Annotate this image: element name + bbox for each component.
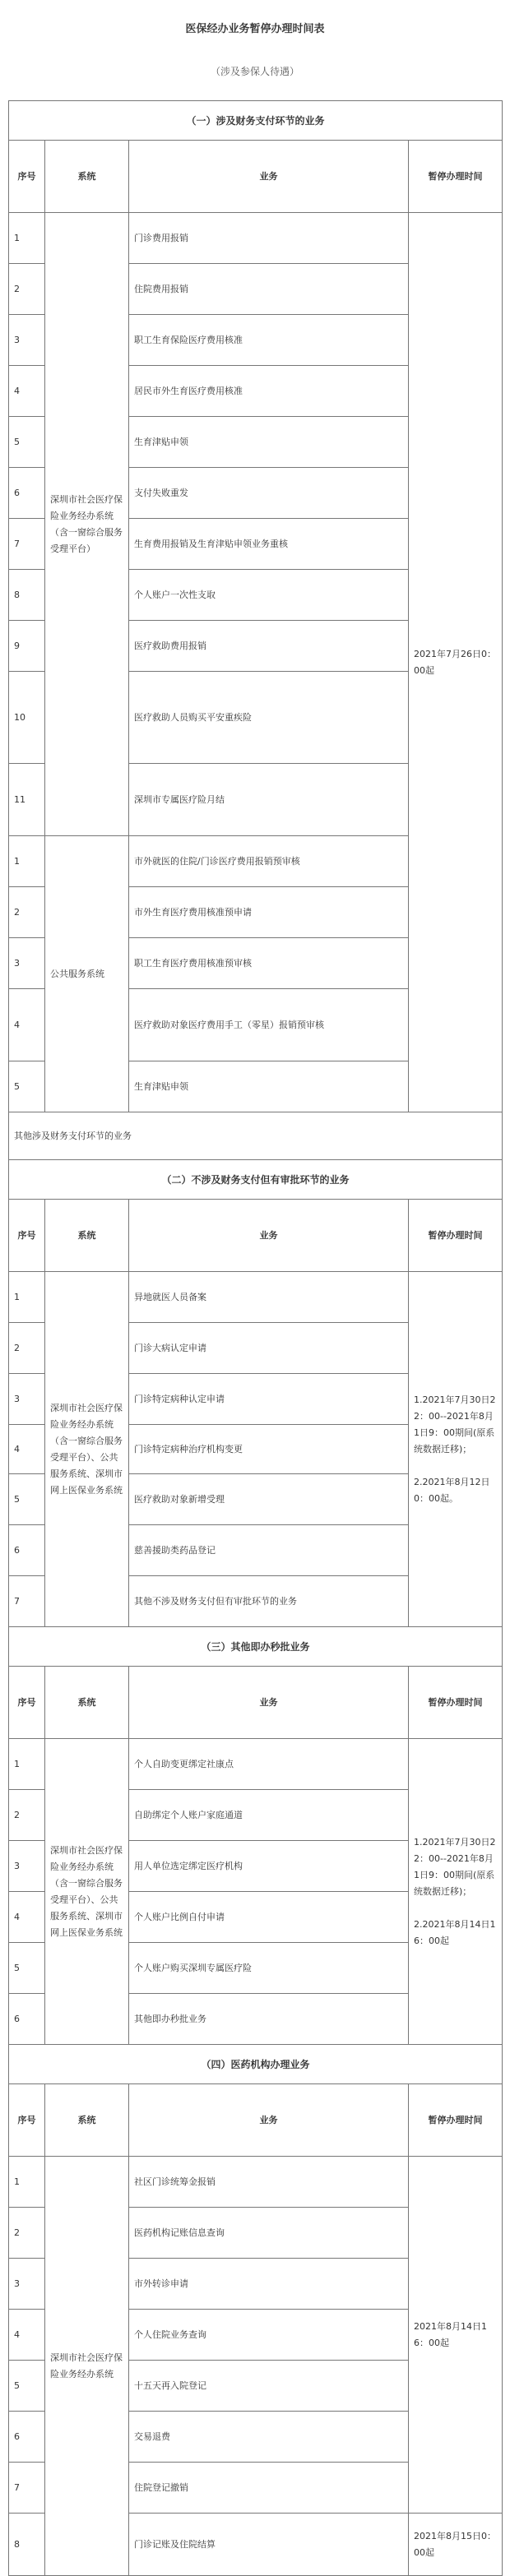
column-header-row [9,141,503,213]
business-cell: 个人账户比例自付申请 [129,1892,409,1943]
business-cell: 深圳市专属医疗险月结 [129,764,409,836]
business-cell: 住院费用报销 [129,264,409,315]
column-header-business: 业务 [129,2084,409,2157]
column-header-num: 序号 [9,1200,45,1272]
column-header-time: 暂停办理时间 [409,1667,503,1739]
row-number: 4 [9,989,45,1061]
suspension-time-cell: 2021年8月14日16：00起 [409,2157,503,2514]
row-number: 8 [9,2514,45,2576]
business-cell: 医疗救助人员购买平安重疾险 [129,672,409,764]
column-header-row [9,1667,503,1739]
table-row [9,1739,503,1790]
business-cell: 生育津贴申领 [129,1061,409,1112]
business-cell: 个人住院业务查询 [129,2310,409,2361]
table-row [9,213,503,264]
row-number: 2 [9,1790,45,1841]
row-number: 3 [9,315,45,366]
row-number: 1 [9,213,45,264]
row-number: 1 [9,836,45,887]
business-cell: 市外转诊申请 [129,2259,409,2310]
business-cell: 慈善援助类药品登记 [129,1525,409,1576]
column-header-time: 暂停办理时间 [409,141,503,213]
business-cell: 个人账户一次性支取 [129,570,409,621]
section-title-row [9,2045,503,2084]
section-title: （一）涉及财务支付环节的业务 [9,101,503,141]
business-cell: 门诊特定病种治疗机构变更 [129,1425,409,1474]
schedule-table [8,100,503,2576]
business-cell: 门诊大病认定申请 [129,1323,409,1374]
row-number: 4 [9,1425,45,1474]
business-cell: 医疗救助对象新增受理 [129,1474,409,1525]
other-business-row [9,1112,503,1160]
business-cell: 个人账户购买深圳专属医疗险 [129,1943,409,1994]
business-cell: 支付失败重发 [129,468,409,519]
system-cell: 深圳市社会医疗保险业务经办系统 [45,2157,129,2576]
row-number: 1 [9,2157,45,2208]
suspension-time-cell: 1.2021年7月30日22：00--2021年8月1日9：00期间(原系统数据迁移)； 2.2021年8月12日0：00起。 [409,1272,503,1627]
business-cell: 市外就医的住院/门诊医疗费用报销预审核 [129,836,409,887]
row-number: 4 [9,366,45,417]
section-title-row [9,1627,503,1667]
business-cell: 生育费用报销及生育津贴申领业务重核 [129,519,409,570]
row-number: 2 [9,264,45,315]
business-cell: 异地就医人员备案 [129,1272,409,1323]
page-title: 医保经办业务暂停办理时间表 [185,23,325,35]
row-number: 5 [9,1943,45,1994]
section-title-row [9,101,503,141]
other-business-cell: 其他涉及财务支付环节的业务 [9,1112,503,1160]
row-number: 6 [9,1525,45,1576]
business-cell: 门诊费用报销 [129,213,409,264]
column-header-system: 系统 [45,1667,129,1739]
business-cell: 十五天再入院登记 [129,2361,409,2412]
row-number: 3 [9,1374,45,1425]
section-title-row [9,1160,503,1200]
business-cell: 医疗救助费用报销 [129,621,409,672]
row-number: 3 [9,938,45,989]
column-header-row [9,1200,503,1272]
business-cell: 交易退费 [129,2412,409,2463]
system-cell: 公共服务系统 [45,836,129,1112]
column-header-num: 序号 [9,1667,45,1739]
column-header-time: 暂停办理时间 [409,2084,503,2157]
column-header-num: 序号 [9,141,45,213]
section-title: （三）其他即办秒批业务 [9,1627,503,1667]
business-cell: 自助绑定个人账户家庭通道 [129,1790,409,1841]
row-number: 7 [9,1576,45,1627]
column-header-row [9,2084,503,2157]
column-header-num: 序号 [9,2084,45,2157]
row-number: 4 [9,2310,45,2361]
table-row [9,2157,503,2208]
column-header-time: 暂停办理时间 [409,1200,503,1272]
section-title: （四）医药机构办理业务 [9,2045,503,2084]
suspension-time-cell: 1.2021年7月30日22：00--2021年8月1日9：00期间(原系统数据迁移)； 2.2021年8月14日16：00起 [409,1739,503,2045]
row-number: 5 [9,1061,45,1112]
column-header-business: 业务 [129,1200,409,1272]
row-number: 8 [9,570,45,621]
system-cell: 深圳市社会医疗保险业务经办系统（含一窗综合服务受理平台） [45,213,129,836]
row-number: 3 [9,2259,45,2310]
row-number: 6 [9,468,45,519]
business-cell: 社区门诊统筹金报销 [129,2157,409,2208]
row-number: 6 [9,1994,45,2045]
business-cell: 个人自助变更绑定社康点 [129,1739,409,1790]
business-cell: 住院登记撤销 [129,2463,409,2514]
business-cell: 其他不涉及财务支付但有审批环节的业务 [129,1576,409,1627]
section-title: （二）不涉及财务支付但有审批环节的业务 [9,1160,503,1200]
row-number: 10 [9,672,45,764]
column-header-business: 业务 [129,141,409,213]
column-header-business: 业务 [129,1667,409,1739]
column-header-system: 系统 [45,1200,129,1272]
row-number: 2 [9,1323,45,1374]
business-cell: 生育津贴申领 [129,417,409,468]
row-number: 1 [9,1272,45,1323]
row-number: 6 [9,2412,45,2463]
row-number: 2 [9,887,45,938]
page-subtitle: （涉及参保人待遇） [210,66,299,77]
business-cell: 居民市外生育医疗费用核准 [129,366,409,417]
row-number: 2 [9,2208,45,2259]
column-header-system: 系统 [45,141,129,213]
business-cell: 医药机构记账信息查询 [129,2208,409,2259]
business-cell: 职工生育医疗费用核准预审核 [129,938,409,989]
suspension-time-cell: 2021年8月15日0：00起 [409,2514,503,2576]
row-number: 5 [9,2361,45,2412]
row-number: 3 [9,1841,45,1892]
suspension-time-cell: 2021年7月26日0：00起 [409,213,503,1112]
row-number: 4 [9,1892,45,1943]
schedule-table-body [9,101,503,2576]
business-cell: 其他即办秒批业务 [129,1994,409,2045]
row-number: 5 [9,1474,45,1525]
column-header-system: 系统 [45,2084,129,2157]
business-cell: 门诊记账及住院结算 [129,2514,409,2576]
row-number: 1 [9,1739,45,1790]
row-number: 7 [9,2463,45,2514]
row-number: 7 [9,519,45,570]
business-cell: 市外生育医疗费用核准预申请 [129,887,409,938]
row-number: 9 [9,621,45,672]
business-cell: 职工生育保险医疗费用核准 [129,315,409,366]
row-number: 5 [9,417,45,468]
business-cell: 用人单位选定绑定医疗机构 [129,1841,409,1892]
system-cell: 深圳市社会医疗保险业务经办系统（含一窗综合服务受理平台）、公共服务系统、深圳市网上医保业务系统 [45,1739,129,2045]
row-number: 11 [9,764,45,836]
business-cell: 医疗救助对象医疗费用手工（零星）报销预审核 [129,989,409,1061]
system-cell: 深圳市社会医疗保险业务经办系统（含一窗综合服务受理平台）、公共服务系统、深圳市网上医保业务系统 [45,1272,129,1627]
business-cell: 门诊特定病种认定申请 [129,1374,409,1425]
table-row [9,1272,503,1323]
